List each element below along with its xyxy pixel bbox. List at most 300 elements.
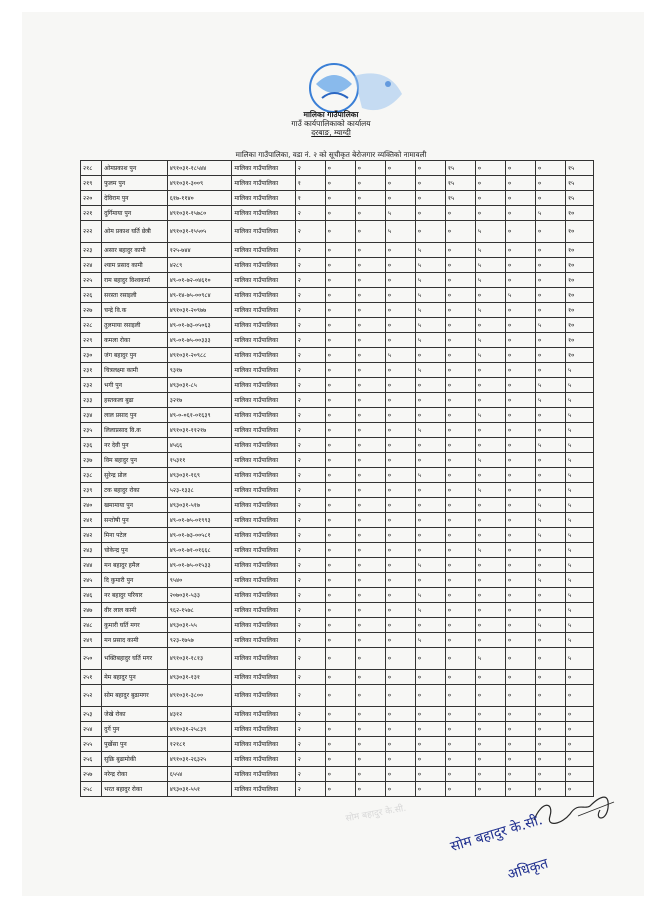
table-cell: ०	[475, 423, 505, 438]
table-cell: ०	[505, 767, 535, 782]
table-cell: ४९-०१-७३-००५८१	[167, 528, 232, 543]
table-cell: ०	[325, 161, 355, 176]
table-cell: ०	[325, 618, 355, 633]
table-cell: ६५५४	[167, 767, 232, 782]
table-cell: २	[295, 258, 325, 273]
table-cell: ५	[415, 243, 445, 258]
table-row	[81, 752, 594, 767]
office-subtitle: गाउँ कार्यपालिकाको कार्यालय	[291, 119, 371, 128]
table-cell: ०	[355, 453, 385, 468]
table-cell: मालिका गाउँपालिका	[232, 633, 295, 648]
table-cell: ०	[475, 206, 505, 221]
table-cell: २	[295, 573, 325, 588]
table-cell: ०	[385, 633, 415, 648]
table-cell: ०	[385, 423, 415, 438]
table-cell: २	[295, 393, 325, 408]
table-cell: २४८	[81, 618, 102, 633]
table-cell: ०	[535, 303, 565, 318]
table-cell: १०	[566, 221, 594, 243]
table-cell: नरेन्द्र रोका	[102, 767, 168, 782]
table-cell: ०	[325, 258, 355, 273]
table-cell: ०	[325, 191, 355, 206]
table-cell: ०	[325, 782, 355, 797]
table-cell: ४९१०३१-२६३२५	[167, 752, 232, 767]
table-cell: ०	[475, 633, 505, 648]
table-cell: ०	[325, 543, 355, 558]
table-cell: २०७०३१-५३३	[167, 588, 232, 603]
table-cell: ०	[385, 648, 415, 670]
table-cell: ०	[355, 423, 385, 438]
table-cell: ५	[385, 206, 415, 221]
table-cell: ०	[535, 603, 565, 618]
table-cell: २	[295, 767, 325, 782]
table-cell: ०	[385, 273, 415, 288]
table-cell: ०	[355, 513, 385, 528]
table-cell: मालिका गाउँपालिका	[232, 348, 295, 363]
table-cell: ०	[445, 767, 475, 782]
table-cell: ५	[475, 483, 505, 498]
table-cell: ०	[325, 722, 355, 737]
table-cell: ०	[385, 782, 415, 797]
table-cell: ०	[535, 782, 565, 797]
table-cell: ०	[325, 206, 355, 221]
table-cell: मेम बहादुर पुन	[102, 670, 168, 685]
table-cell: मालिका गाउँपालिका	[232, 273, 295, 288]
table-cell: ०	[355, 318, 385, 333]
table-cell: ५	[566, 408, 594, 423]
table-cell: ०	[355, 498, 385, 513]
table-cell: ०	[505, 588, 535, 603]
table-cell: ५	[415, 588, 445, 603]
table-cell: ०	[475, 558, 505, 573]
table-cell: ०	[505, 258, 535, 273]
table-row	[81, 363, 594, 378]
table-cell: मालिका गाउँपालिका	[232, 752, 295, 767]
table-cell: ०	[385, 707, 415, 722]
table-cell: वीर लाल कामी	[102, 603, 168, 618]
table-cell: ०	[415, 722, 445, 737]
table-cell: ०	[325, 752, 355, 767]
table-cell: ५	[535, 618, 565, 633]
table-cell: ०	[445, 423, 475, 438]
table-cell: ५	[535, 206, 565, 221]
table-cell: ०	[385, 543, 415, 558]
table-cell: २	[295, 378, 325, 393]
table-cell: ०	[385, 453, 415, 468]
table-cell: २	[295, 363, 325, 378]
table-cell: लाल प्रसाद पुन	[102, 408, 168, 423]
table-cell: ५	[535, 393, 565, 408]
table-cell: ०	[415, 408, 445, 423]
table-cell: २४१	[81, 513, 102, 528]
table-cell: २५०	[81, 648, 102, 670]
table-cell: २	[295, 737, 325, 752]
table-cell: ०	[385, 573, 415, 588]
table-cell: ०	[505, 633, 535, 648]
table-cell: दि कुमारी पुन	[102, 573, 168, 588]
table-cell: ५	[566, 588, 594, 603]
table-cell: २१९	[81, 176, 102, 191]
table-cell: ०	[325, 363, 355, 378]
table-cell: ०	[535, 273, 565, 288]
table-cell: ०	[505, 438, 535, 453]
table-row	[81, 543, 594, 558]
table-row	[81, 670, 594, 685]
table-cell: ०	[355, 588, 385, 603]
table-cell: ०	[505, 333, 535, 348]
table-cell: ०	[325, 408, 355, 423]
table-cell: ०	[475, 670, 505, 685]
table-cell: ०	[505, 191, 535, 206]
table-cell: नर बहादुर परियार	[102, 588, 168, 603]
table-row	[81, 288, 594, 303]
table-cell: ९६२-१५७८	[167, 603, 232, 618]
table-row	[81, 378, 594, 393]
table-cell: ०	[535, 648, 565, 670]
table-cell: २३५	[81, 423, 102, 438]
table-cell: ०	[505, 707, 535, 722]
table-cell: ४९-०१-७५-०१९९३	[167, 513, 232, 528]
table-cell: ०	[415, 221, 445, 243]
table-cell: ०	[325, 348, 355, 363]
table-cell: मालिका गाउँपालिका	[232, 288, 295, 303]
table-cell: ०	[445, 498, 475, 513]
table-cell: ४९१०३१-३००९	[167, 176, 232, 191]
table-cell: मालिका गाउँपालिका	[232, 393, 295, 408]
table-cell: ०	[385, 378, 415, 393]
table-cell: ५	[415, 468, 445, 483]
table-cell: मन प्रसाद कामी	[102, 633, 168, 648]
table-cell: २३१	[81, 363, 102, 378]
table-cell: ५	[566, 618, 594, 633]
table-cell: १०	[566, 318, 594, 333]
table-cell: ०	[535, 348, 565, 363]
faint-stamp-text: सोम बहादुर के.सी.	[344, 803, 407, 825]
table-cell: २	[295, 528, 325, 543]
table-cell: ०	[445, 258, 475, 273]
table-cell: ०	[325, 498, 355, 513]
table-cell: ५	[566, 558, 594, 573]
table-cell: २३०	[81, 348, 102, 363]
table-cell: ०	[566, 752, 594, 767]
table-cell: ०	[445, 288, 475, 303]
table-cell: ०	[325, 468, 355, 483]
table-cell: ०	[445, 438, 475, 453]
table-cell: ५	[415, 423, 445, 438]
table-cell: ०	[325, 221, 355, 243]
table-cell: ०	[505, 468, 535, 483]
table-cell: ५	[566, 378, 594, 393]
table-cell: जंग बहादुर पुन	[102, 348, 168, 363]
table-cell: मालिका गाउँपालिका	[232, 468, 295, 483]
table-cell: ०	[445, 513, 475, 528]
table-cell: ०	[415, 543, 445, 558]
table-cell: १५	[445, 161, 475, 176]
table-cell: २	[295, 670, 325, 685]
table-cell: ०	[355, 176, 385, 191]
table-cell: ०	[325, 438, 355, 453]
table-cell: ०	[385, 618, 415, 633]
table-cell: २३४	[81, 408, 102, 423]
table-cell: ०	[385, 528, 415, 543]
table-cell: ०	[415, 483, 445, 498]
table-cell: ५	[566, 528, 594, 543]
table-cell: ०	[325, 573, 355, 588]
table-cell: २४४	[81, 558, 102, 573]
table-row	[81, 603, 594, 618]
table-cell: ०	[385, 243, 415, 258]
table-row	[81, 737, 594, 752]
table-cell: ०	[325, 273, 355, 288]
table-cell: २	[295, 221, 325, 243]
table-cell: खमामाया पुन	[102, 498, 168, 513]
table-cell: ०	[535, 243, 565, 258]
table-cell: ०	[445, 603, 475, 618]
table-cell: २	[295, 543, 325, 558]
table-cell: २	[295, 648, 325, 670]
table-cell: १५	[445, 191, 475, 206]
table-cell: ०	[385, 191, 415, 206]
table-cell: ०	[415, 685, 445, 707]
table-cell: ०	[535, 483, 565, 498]
table-cell: मालिका गाउँपालिका	[232, 176, 295, 191]
table-cell: ०	[505, 348, 535, 363]
table-cell: ०	[415, 707, 445, 722]
table-cell: ०	[325, 558, 355, 573]
table-cell: ०	[475, 573, 505, 588]
table-cell: ०	[475, 782, 505, 797]
table-cell: ०	[445, 633, 475, 648]
table-row	[81, 243, 594, 258]
table-cell: सुक्रि बुढामोकी	[102, 752, 168, 767]
table-cell: सन्तोषी पुन	[102, 513, 168, 528]
table-cell: १५	[566, 191, 594, 206]
table-row	[81, 348, 594, 363]
table-cell: ०	[385, 318, 415, 333]
table-cell: ५	[566, 498, 594, 513]
table-cell: ०	[325, 176, 355, 191]
table-cell: २	[295, 333, 325, 348]
table-row	[81, 468, 594, 483]
table-cell: ०	[355, 767, 385, 782]
table-cell: ०	[385, 670, 415, 685]
table-cell: ०	[355, 333, 385, 348]
table-cell: २	[295, 513, 325, 528]
table-cell: ०	[385, 737, 415, 752]
table-cell: मालिका गाउँपालिका	[232, 722, 295, 737]
table-cell: कुमारी घर्ति मगर	[102, 618, 168, 633]
table-cell: ०	[475, 752, 505, 767]
table-cell: ०	[475, 288, 505, 303]
table-cell: १२५-७४४	[167, 243, 232, 258]
table-cell: १५	[445, 176, 475, 191]
table-cell: भक्तिबहादुर घर्ति मगर	[102, 648, 168, 670]
table-cell: २२०	[81, 191, 102, 206]
table-cell: ०	[325, 303, 355, 318]
table-cell: ०	[355, 438, 385, 453]
table-cell: २२९	[81, 333, 102, 348]
table-row	[81, 707, 594, 722]
table-cell: ०	[445, 221, 475, 243]
table-cell: ०	[385, 513, 415, 528]
table-cell: मालिका गाउँपालिका	[232, 648, 295, 670]
table-cell: ०	[445, 333, 475, 348]
table-cell: २१८	[81, 161, 102, 176]
table-cell: ०	[385, 483, 415, 498]
table-cell: ४९-०१-७२-०४६१०	[167, 273, 232, 288]
table-cell: ०	[385, 393, 415, 408]
table-cell: ०	[535, 288, 565, 303]
table-cell: ०	[325, 633, 355, 648]
table-cell: ०	[355, 288, 385, 303]
table-cell: ०	[505, 670, 535, 685]
table-cell: मालिका गाउँपालिका	[232, 333, 295, 348]
office-name: मालिका गाउँपालिका	[303, 110, 359, 119]
table-cell: ०	[355, 483, 385, 498]
table-cell: पुर्खेसा पुन	[102, 737, 168, 752]
table-cell: ०	[445, 318, 475, 333]
table-cell: २५२	[81, 685, 102, 707]
table-cell: २२४	[81, 258, 102, 273]
table-cell: ओम प्रकाश घर्ति छेत्री	[102, 221, 168, 243]
table-cell: ०	[415, 393, 445, 408]
table-cell: ०	[385, 333, 415, 348]
table-cell: १०	[566, 243, 594, 258]
table-cell: ०	[535, 191, 565, 206]
table-row	[81, 303, 594, 318]
table-cell: ५	[566, 453, 594, 468]
table-cell: ०	[505, 685, 535, 707]
table-cell: ०	[415, 782, 445, 797]
table-cell: ०	[475, 468, 505, 483]
table-cell: ५	[475, 348, 505, 363]
table-cell: ०	[535, 161, 565, 176]
table-cell: ०	[445, 378, 475, 393]
table-cell: ०	[445, 393, 475, 408]
table-cell: ०	[535, 558, 565, 573]
table-cell: ०	[445, 573, 475, 588]
table-cell: ०	[445, 588, 475, 603]
table-cell: ५	[415, 633, 445, 648]
table-cell: मालिका गाउँपालिका	[232, 573, 295, 588]
table-cell: मालिका गाउँपालिका	[232, 363, 295, 378]
table-cell: ५	[535, 573, 565, 588]
table-row	[81, 318, 594, 333]
table-cell: ५	[566, 423, 594, 438]
table-cell: सुरेन्द्र प्रोल	[102, 468, 168, 483]
table-cell: चन्द्रे वि.क	[102, 303, 168, 318]
table-cell: ४९-०-०६१-०१६३९	[167, 408, 232, 423]
table-cell: ०	[475, 618, 505, 633]
table-cell: ५	[535, 318, 565, 333]
table-cell: ०	[355, 161, 385, 176]
table-cell: ०	[415, 161, 445, 176]
table-cell: ०	[385, 438, 415, 453]
table-cell: ०	[385, 588, 415, 603]
table-cell: मालिका गाउँपालिका	[232, 438, 295, 453]
table-cell: ०	[355, 603, 385, 618]
table-cell: ०	[445, 618, 475, 633]
table-row	[81, 333, 594, 348]
table-cell: २५६	[81, 752, 102, 767]
table-cell: मालिका गाउँपालिका	[232, 423, 295, 438]
table-cell: ०	[355, 363, 385, 378]
table-cell: ०	[355, 685, 385, 707]
table-cell: ५	[566, 633, 594, 648]
table-cell: ओमप्रकाश पुन	[102, 161, 168, 176]
table-cell: असार बहादुर कामी	[102, 243, 168, 258]
table-cell: ०	[325, 243, 355, 258]
table-cell: ९२३-१७५७	[167, 633, 232, 648]
table-cell: ०	[535, 633, 565, 648]
table-cell: ०	[355, 348, 385, 363]
table-cell: ५	[415, 363, 445, 378]
table-cell: मालिका गाउँपालिका	[232, 498, 295, 513]
table-cell: ०	[385, 288, 415, 303]
table-cell: ०	[355, 670, 385, 685]
table-cell: ०	[415, 453, 445, 468]
table-cell: ०	[445, 752, 475, 767]
table-cell: कमला रोका	[102, 333, 168, 348]
table-cell: मालिका गाउँपालिका	[232, 767, 295, 782]
table-cell: १०	[566, 303, 594, 318]
table-cell: २४२	[81, 528, 102, 543]
table-cell: ५	[475, 333, 505, 348]
table-cell: मालिका गाउँपालिका	[232, 707, 295, 722]
table-cell: २५८	[81, 782, 102, 797]
table-cell: मालिका गाउँपालिका	[232, 318, 295, 333]
table-row	[81, 498, 594, 513]
table-cell: ४३१२	[167, 707, 232, 722]
table-cell: २	[295, 752, 325, 767]
table-cell: ०	[505, 528, 535, 543]
table-cell: २३९	[81, 483, 102, 498]
table-cell: ०	[415, 670, 445, 685]
table-cell: ०	[535, 258, 565, 273]
table-cell: ९३१७	[167, 363, 232, 378]
table-cell: ५	[415, 273, 445, 288]
table-cell: तुलमाया रसाइली	[102, 318, 168, 333]
table-cell: ०	[566, 670, 594, 685]
table-cell: ५	[566, 573, 594, 588]
table-cell: मालिका गाउँपालिका	[232, 603, 295, 618]
table-cell: ०	[475, 513, 505, 528]
table-cell: ५	[566, 363, 594, 378]
table-cell: ०	[355, 191, 385, 206]
office-location: दरबाङ, म्याग्दी	[311, 128, 351, 137]
table-cell: मन बहादुर हमैल	[102, 558, 168, 573]
signatory-title: अधिकृत	[505, 855, 551, 884]
table-cell: ०	[355, 707, 385, 722]
table-cell: ०	[355, 258, 385, 273]
table-cell: मालिका गाउँपालिका	[232, 303, 295, 318]
table-cell: २२८	[81, 318, 102, 333]
table-row	[81, 483, 594, 498]
table-cell: ०	[385, 468, 415, 483]
table-cell: श्याम प्रसाद कामी	[102, 258, 168, 273]
table-cell: ०	[535, 468, 565, 483]
table-cell: २	[295, 483, 325, 498]
table-cell: दुर्गे पुन	[102, 722, 168, 737]
table-cell: ०	[535, 752, 565, 767]
table-cell: ५	[385, 348, 415, 363]
table-cell: जेखे रोका	[102, 707, 168, 722]
table-cell: देविराम पुन	[102, 191, 168, 206]
table-cell: २	[295, 453, 325, 468]
table-cell: ०	[566, 685, 594, 707]
table-cell: १०	[566, 273, 594, 288]
table-cell: ०	[355, 558, 385, 573]
